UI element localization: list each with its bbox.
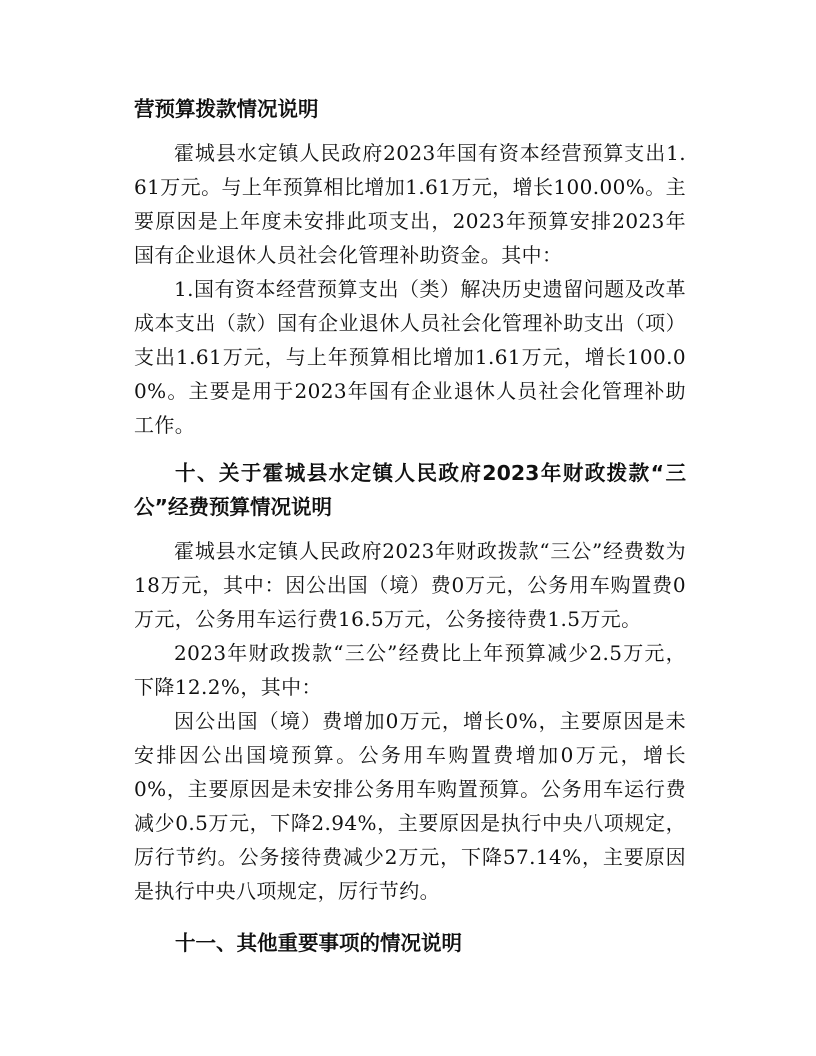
paragraph-capital-budget: 霍城县水定镇人民政府2023年国有资本经营预算支出1.61万元。与上年预算相比增加1.61万元，增长100.00%。主要原因是上年度未安排此项支出，2023年预算安排2023年国有企业退休人员社会化管理补助资金。其中： (134, 141, 686, 267)
section-heading-continued: 营预算拨款情况说明 (134, 97, 319, 121)
paragraph-three-public-detail: 因公出国（境）费增加0万元，增长0%，主要原因是未安排因公出国境预算。公务用车购置费增加0万元，增长0%，主要原因是未安排公务用车购置预算。公务用车运行费减少0.5万元，下降2.94%，主要原因是执行中央八项规定，厉行节约。公务接待费减少2万元，下降57.14%，主要原因是执行中央八项规定，厉行节约。 (134, 709, 686, 903)
section-heading-10: 十、关于霍城县水定镇人民政府2023年财政拨款“三公”经费预算情况说明 (134, 461, 686, 519)
section-heading-11: 十一、其他重要事项的情况说明 (175, 931, 462, 955)
paragraph-three-public-change: 2023年财政拨款“三公”经费比上年预算减少2.5万元，下降12.2%，其中： (134, 641, 686, 699)
paragraph-capital-budget-item: 1.国有资本经营预算支出（类）解决历史遗留问题及改革成本支出（款）国有企业退休人员社会化管理补助支出（项）支出1.61万元，与上年预算相比增加1.61万元，增长100.00%。主要是用于2023年国有企业退休人员社会化管理补助工作。 (134, 277, 686, 437)
document-page (134, 92, 686, 960)
paragraph-three-public-total: 霍城县水定镇人民政府2023年财政拨款“三公”经费数为18万元，其中：因公出国（境）费0万元，公务用车购置费0万元，公务用车运行费16.5万元，公务接待费1.5万元。 (134, 539, 686, 631)
